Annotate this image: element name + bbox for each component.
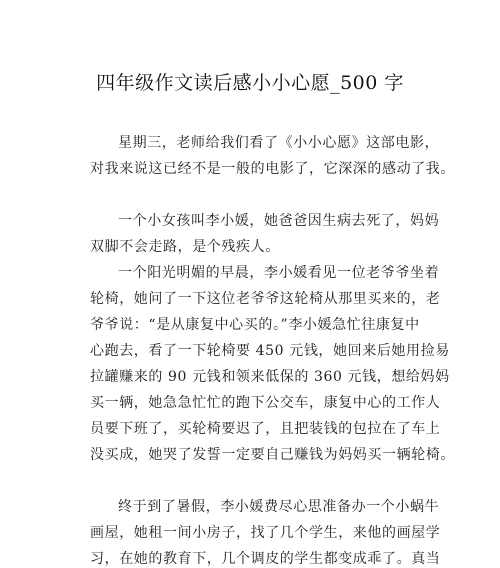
paragraph-4-line-3: 习，在她的教育下，几个调皮的学生都变成乖了。真当	[90, 551, 441, 567]
paragraph-4-line-2: 画屋，她租一间小房子，找了几个学生，来他的画屋学	[90, 525, 441, 541]
paragraph-3-line-4: 心跑去，看了一下轮椅要 450 元钱，她回来后她用捡易	[90, 343, 450, 359]
paragraph-3-line-3: 爷爷说：“是从康复中心买的。”李小媛急忙往康复中	[90, 317, 420, 333]
paragraph-1-line-2: 对我来说这已经不是一般的电影了，它深深的感动了我。	[90, 161, 455, 177]
paragraph-1-line-1: 星期三，老师给我们看了《小小心愿》这部电影，	[118, 135, 440, 151]
paragraph-3-line-5: 拉罐赚来的 90 元钱和领来低保的 360 元钱，想给妈妈	[90, 369, 450, 385]
paragraph-3-line-6: 买一辆，她急急忙忙的跑下公交车，康复中心的工作人	[90, 395, 441, 411]
paragraph-3-line-7: 员要下班了，买轮椅要迟了，且把装钱的包拉在了车上	[90, 421, 441, 437]
paragraph-3-line-1: 一个阳光明媚的早晨，李小媛看见一位老爷爷坐着	[118, 265, 440, 281]
paragraph-2-line-2: 双脚不会走路，是个残疾人。	[90, 239, 280, 255]
paragraph-3-line-2: 轮椅，她问了一下这位老爷爷这轮椅从那里买来的，老	[90, 291, 441, 307]
paragraph-4-line-1: 终于到了暑假，李小媛费尽心思准备办一个小蜗牛	[118, 499, 440, 515]
paragraph-2-line-1: 一个小女孩叫李小媛，她爸爸因生病去死了，妈妈	[118, 213, 440, 229]
paragraph-3-line-8: 没买成，她哭了发誓一定要自己赚钱为妈妈买一辆轮椅。	[90, 447, 455, 463]
document-title: 四年级作文读后感小小心愿_500 字	[96, 72, 404, 94]
